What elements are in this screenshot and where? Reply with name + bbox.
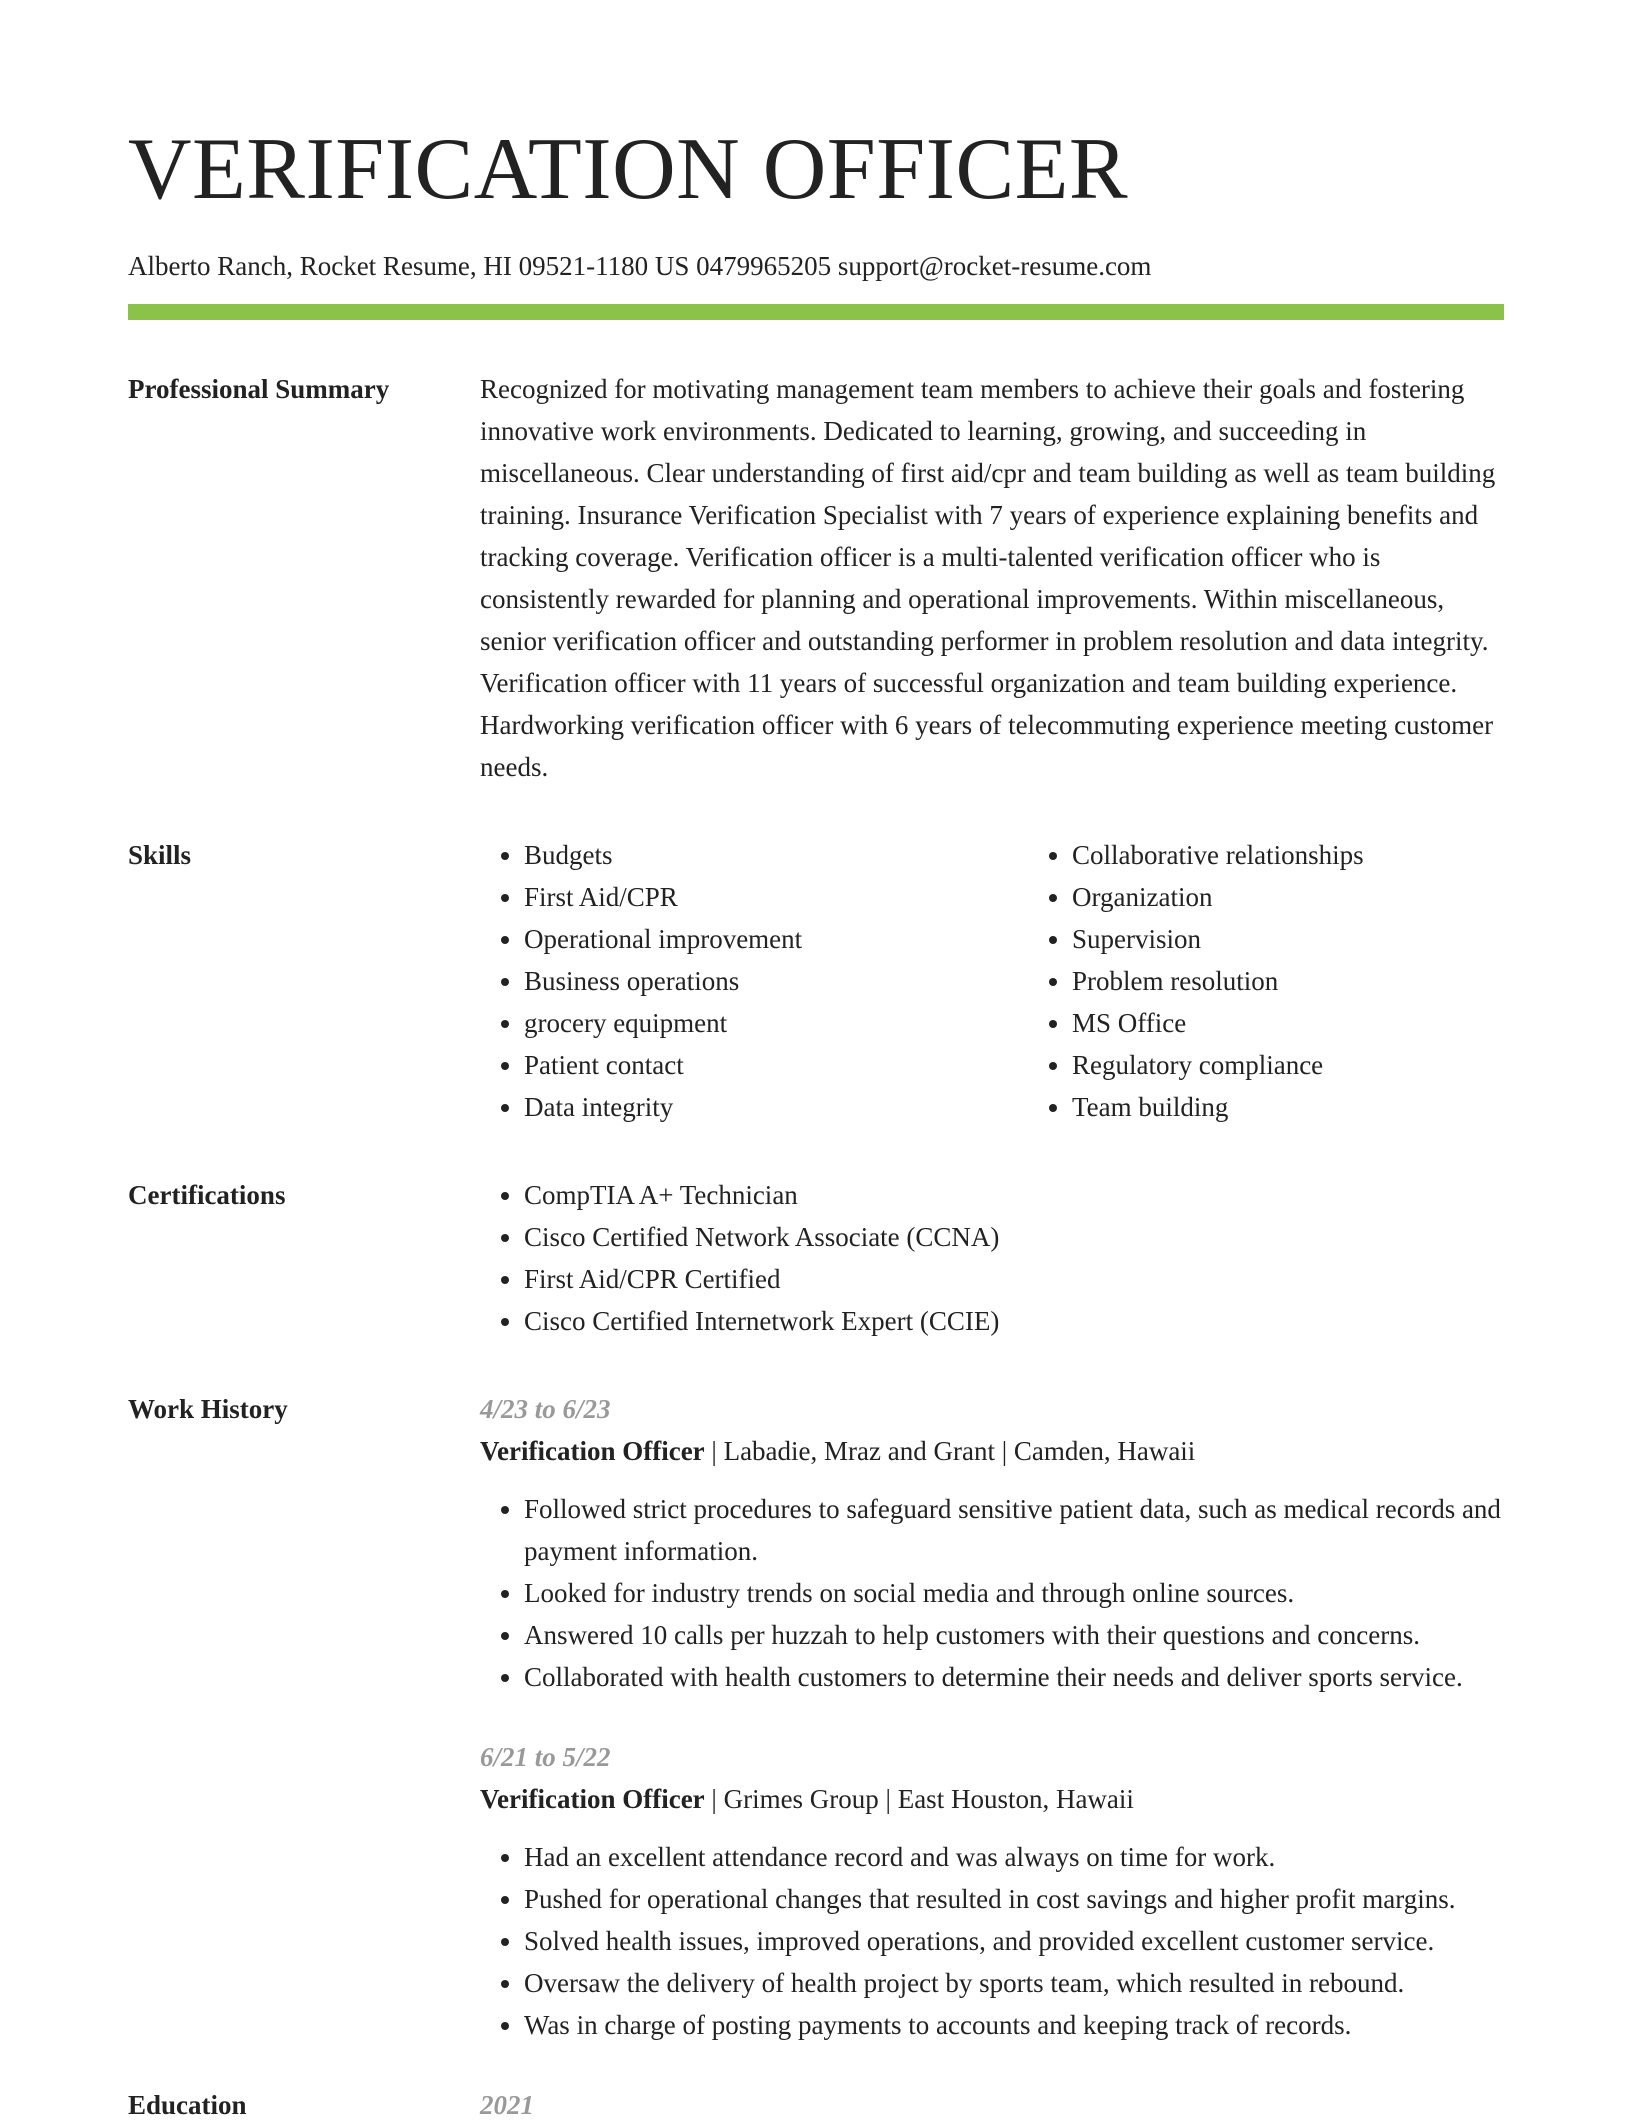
skill-item: • Budgets: [524, 834, 1028, 876]
job-bullet: • Looked for industry trends on social media and through online sources.: [524, 1572, 1504, 1614]
job-entry: [480, 1388, 1504, 1698]
skill-item: • Supervision: [1072, 918, 1576, 960]
job-bullets: [480, 1836, 1504, 2046]
section-title-certifications: Certifications: [128, 1180, 286, 1210]
job-bullets: [480, 1488, 1504, 1698]
job-bullet: • Was in charge of posting payments to accounts and keeping track of records.: [524, 2004, 1504, 2046]
summary-section: [128, 368, 1504, 788]
education-section: [128, 2084, 1504, 2126]
skills-section: [128, 834, 1504, 1128]
certifications-list: [480, 1174, 1504, 1342]
section-title-summary: Professional Summary: [128, 374, 390, 404]
certification-item: • First Aid/CPR Certified: [524, 1258, 1504, 1300]
job-bullet: • Followed strict procedures to safeguard sensitive patient data, such as medical records and payment information.: [524, 1488, 1504, 1572]
job-bullet: • Oversaw the delivery of health project by sports team, which resulted in rebound.: [524, 1962, 1504, 2004]
skill-item: • Data integrity: [524, 1086, 1028, 1128]
job-employer-location: | Grimes Group | East Houston, Hawaii: [704, 1784, 1134, 1814]
contact-line: Alberto Ranch, Rocket Resume, HI 09521-1180 US 0479965205 support@rocket-resume.com: [128, 251, 1152, 281]
job-employer-location: | Labadie, Mraz and Grant | Camden, Hawaii: [704, 1436, 1196, 1466]
section-title-skills: Skills: [128, 840, 192, 870]
certifications-section: [128, 1174, 1504, 1342]
job-bullet: • Solved health issues, improved operations, and provided excellent customer service.: [524, 1920, 1504, 1962]
job-title: Verification Officer: [480, 1436, 705, 1466]
education-year: 2021: [480, 2090, 534, 2120]
skill-item: • Patient contact: [524, 1044, 1028, 1086]
certification-item: • Cisco Certified Network Associate (CCNA): [524, 1216, 1504, 1258]
job-dates: 6/21 to 5/22: [480, 1742, 611, 1772]
certification-item: • Cisco Certified Internetwork Expert (CCIE): [524, 1300, 1504, 1342]
certification-item: • CompTIA A+ Technician: [524, 1174, 1504, 1216]
summary-text: Recognized for motivating management team members to achieve their goals and fostering innovative work environments. Dedicated to learning, growing, and succeeding in miscellaneous. Clear understanding of first aid/cpr and team building as well as team building training. Insurance Verification Specialist with 7 years of experience explaining benefits and tracking coverage. Verification officer is a multi-talented verification officer who is consistently rewarded for planning and operational improvements. Within miscellaneous, senior verification officer and outstanding performer in problem resolution and data integrity. Verification officer with 11 years of successful organization and team building experience. Hardworking verification officer with 6 years of telecommuting experience meeting customer needs.: [480, 374, 1496, 782]
section-title-work-history: Work History: [128, 1394, 288, 1424]
resume-page: [128, 0, 1504, 2126]
skill-item: • Organization: [1072, 876, 1576, 918]
skill-item: • Regulatory compliance: [1072, 1044, 1576, 1086]
job-bullet: • Collaborated with health customers to determine their needs and deliver sports service.: [524, 1656, 1504, 1698]
skill-item: • MS Office: [1072, 1002, 1576, 1044]
job-heading: [480, 1778, 1504, 1820]
skill-item: • Team building: [1072, 1086, 1576, 1128]
job-heading: [480, 1430, 1504, 1472]
section-title-education: Education: [128, 2090, 247, 2120]
skills-list-right: [1028, 834, 1576, 1128]
skill-item: • Operational improvement: [524, 918, 1028, 960]
work-history-section: [128, 1388, 1504, 2084]
job-entry: [480, 1736, 1504, 2046]
job-dates: 4/23 to 6/23: [480, 1394, 611, 1424]
skills-list-left: [480, 834, 1028, 1128]
skill-item: • Collaborative relationships: [1072, 834, 1576, 876]
accent-divider: [128, 304, 1504, 320]
job-bullet: • Pushed for operational changes that resulted in cost savings and higher profit margins.: [524, 1878, 1504, 1920]
skill-item: • Problem resolution: [1072, 960, 1576, 1002]
job-title: Verification Officer: [480, 1784, 705, 1814]
job-bullet: • Answered 10 calls per huzzah to help customers with their questions and concerns.: [524, 1614, 1504, 1656]
resume-name-heading: VERIFICATION OFFICER: [128, 121, 1129, 218]
skill-item: • Business operations: [524, 960, 1028, 1002]
skill-item: • First Aid/CPR: [524, 876, 1028, 918]
job-bullet: • Had an excellent attendance record and was always on time for work.: [524, 1836, 1504, 1878]
skill-item: • grocery equipment: [524, 1002, 1028, 1044]
